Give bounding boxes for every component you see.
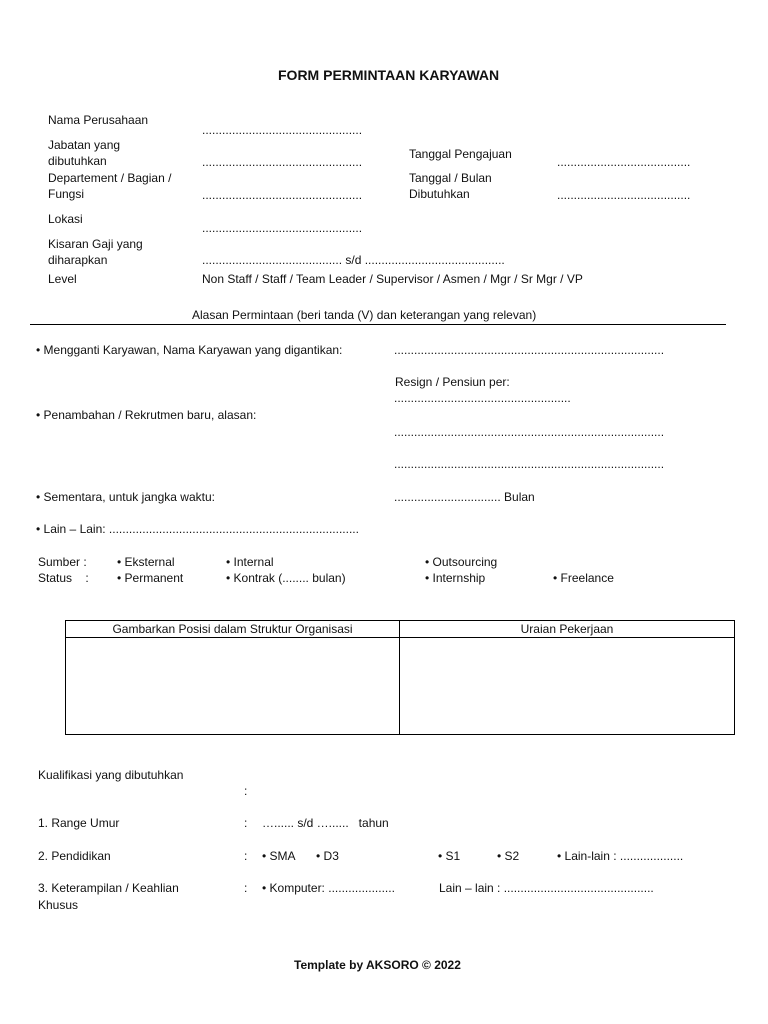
level-label: Level — [48, 272, 77, 286]
range-umur-field[interactable]: …...... s/d …...... tahun — [262, 816, 389, 830]
sementara-option[interactable]: • Sementara, untuk jangka waktu: — [36, 490, 215, 504]
kisaran-gaji-label-line-2: diharapkan — [48, 253, 108, 267]
range-umur-colon: : — [244, 816, 248, 830]
keterampilan-label-line-2: Khusus — [38, 898, 79, 912]
status-kontrak-option[interactable]: • Kontrak (........ bulan) — [226, 571, 346, 585]
lokasi-label: Lokasi — [48, 212, 83, 226]
sumber-eksternal-option[interactable]: • Eksternal — [117, 555, 175, 569]
tanggal-dibutuhkan-label-line-1: Tanggal / Bulan — [409, 171, 492, 185]
pendidikan-s1-option[interactable]: • S1 — [438, 849, 461, 863]
departement-label-line-2: Fungsi — [48, 187, 85, 201]
pendidikan-d3-option[interactable]: • D3 — [316, 849, 339, 863]
status-internship-option[interactable]: • Internship — [425, 571, 486, 585]
penambahan-field-2[interactable]: ................................................................................. — [394, 457, 665, 471]
range-umur-label: 1. Range Umur — [38, 816, 120, 830]
penambahan-option[interactable]: • Penambahan / Rekrutmen baru, alasan: — [36, 408, 257, 422]
nama-perusahaan-field[interactable]: ................................................ — [202, 123, 363, 137]
kualifikasi-label: Kualifikasi yang dibutuhkan — [38, 768, 184, 782]
sementara-field[interactable]: ................................ Bulan — [394, 490, 535, 504]
mengganti-karyawan-option[interactable]: • Mengganti Karyawan, Nama Karyawan yang digantikan: — [36, 343, 343, 357]
struktur-organisasi-cell[interactable] — [66, 638, 400, 735]
pendidikan-colon: : — [244, 849, 248, 863]
footer-credit: Template by AKSORO © 2022 — [294, 958, 461, 972]
struktur-organisasi-header: Gambarkan Posisi dalam Struktur Organisasi — [66, 621, 400, 638]
keterampilan-komputer-field[interactable]: • Komputer: .................... — [262, 881, 395, 895]
sumber-internal-option[interactable]: • Internal — [226, 555, 274, 569]
departement-field[interactable]: ................................................ — [202, 188, 363, 202]
table-body-row — [66, 638, 735, 735]
tanggal-pengajuan-label: Tanggal Pengajuan — [409, 147, 512, 161]
level-options[interactable]: Non Staff / Staff / Team Leader / Supervisor / Asmen / Mgr / Sr Mgr / VP — [202, 272, 583, 286]
uraian-pekerjaan-cell[interactable] — [400, 638, 735, 735]
jabatan-label-line-1: Jabatan yang — [48, 138, 121, 152]
kisaran-gaji-field[interactable]: .......................................... s/d .......................................... — [202, 253, 505, 267]
status-freelance-option[interactable]: • Freelance — [553, 571, 614, 585]
resign-pensiun-field[interactable]: ..................................................... — [394, 391, 571, 405]
departement-label-line-1: Departement / Bagian / — [48, 171, 172, 185]
tanggal-dibutuhkan-label-line-2: Dibutuhkan — [409, 187, 470, 201]
jabatan-field[interactable]: ................................................ — [202, 155, 363, 169]
struktur-uraian-table — [65, 620, 735, 735]
pendidikan-sma-option[interactable]: • SMA — [262, 849, 296, 863]
pendidikan-s2-option[interactable]: • S2 — [497, 849, 520, 863]
keterampilan-colon: : — [244, 881, 248, 895]
jabatan-label-line-2: dibutuhkan — [48, 154, 107, 168]
status-permanent-option[interactable]: • Permanent — [117, 571, 184, 585]
pendidikan-label: 2. Pendidikan — [38, 849, 111, 863]
status-label: Status : — [38, 571, 89, 585]
mengganti-karyawan-field[interactable]: ................................................................................. — [394, 343, 665, 357]
uraian-pekerjaan-header: Uraian Pekerjaan — [400, 621, 735, 638]
nama-perusahaan-label: Nama Perusahaan — [48, 113, 149, 127]
tanggal-dibutuhkan-field[interactable]: ........................................ — [557, 188, 691, 202]
sumber-outsourcing-option[interactable]: • Outsourcing — [425, 555, 498, 569]
kualifikasi-colon: : — [244, 784, 248, 798]
resign-pensiun-label: Resign / Pensiun per: — [395, 375, 510, 389]
tanggal-pengajuan-field[interactable]: ........................................ — [557, 155, 691, 169]
keterampilan-label-line-1: 3. Keterampilan / Keahlian — [38, 881, 179, 895]
pendidikan-lain-lain-option[interactable]: • Lain-lain : ................... — [557, 849, 684, 863]
kisaran-gaji-label-line-1: Kisaran Gaji yang — [48, 237, 143, 251]
lokasi-field[interactable]: ................................................ — [202, 221, 363, 235]
table-header-row — [66, 621, 735, 638]
sumber-label: Sumber : — [38, 555, 87, 569]
keterampilan-lain-field[interactable]: Lain – lain : ............................................. — [439, 881, 654, 895]
alasan-heading: Alasan Permintaan (beri tanda (V) dan keterangan yang relevan) — [192, 308, 537, 322]
section-divider — [30, 324, 726, 325]
page-title: FORM PERMINTAAN KARYAWAN — [278, 67, 500, 83]
penambahan-field-1[interactable]: ................................................................................. — [394, 425, 665, 439]
lain-lain-option[interactable]: • Lain – Lain: ........................................................................... — [36, 522, 359, 536]
